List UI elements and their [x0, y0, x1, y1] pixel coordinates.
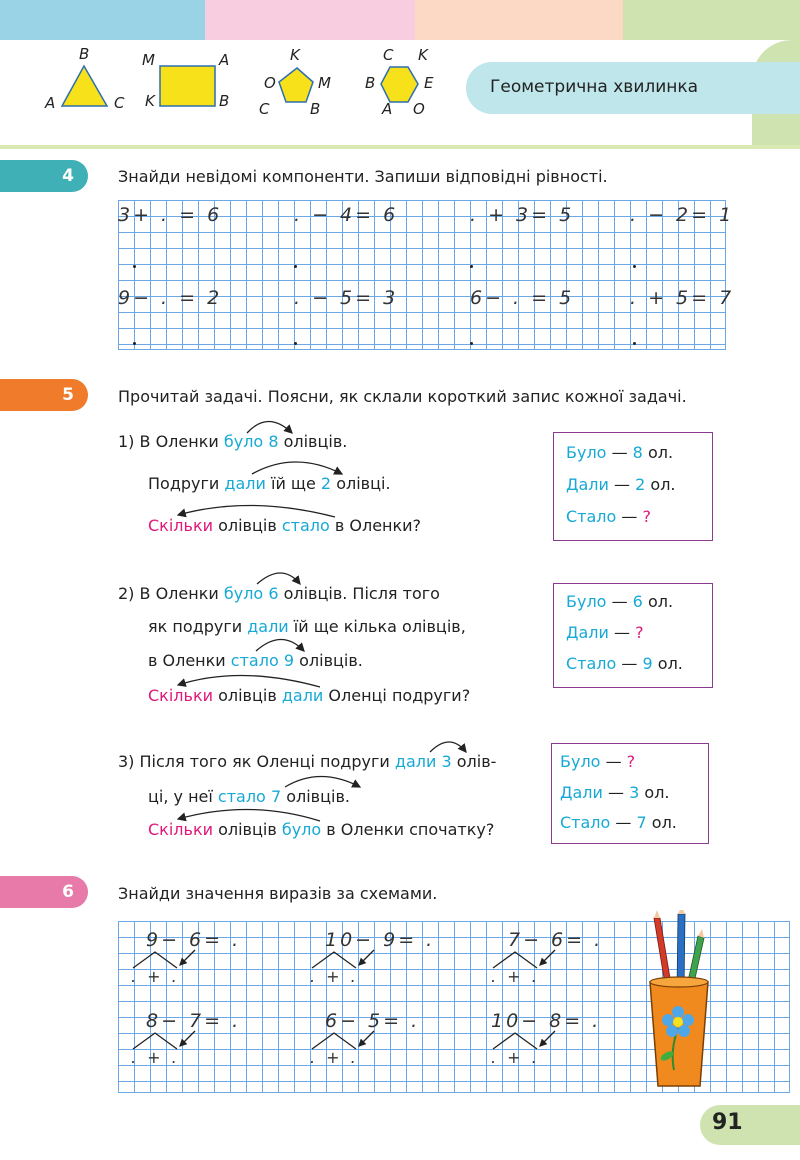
- task6-scheme-1: . + .: [131, 967, 180, 986]
- record-row: Було — 6 ол.: [566, 592, 674, 611]
- problem3-line1: 3) Після того як Оленці подруги дали 3 олів-: [118, 752, 497, 771]
- section-title: Геометрична хвилинка: [490, 77, 699, 97]
- record-row: Дали — 2 ол.: [566, 475, 676, 494]
- hexagon-label-c: C: [383, 46, 394, 64]
- task4-eq-3: . + 3= 5: [470, 204, 575, 226]
- problem3-line3: Скільки олівців було в Оленки спочатку?: [148, 820, 495, 839]
- scheme-branch: [359, 950, 374, 965]
- problem2-line1: 2) В Оленки було 6 олівців. Після того: [118, 584, 440, 603]
- hexagon-label-a: A: [382, 100, 393, 118]
- scheme-branch: [540, 950, 555, 965]
- pentagon-label-m: M: [318, 74, 331, 92]
- task4-eq-7: 6− . = 5: [470, 287, 575, 309]
- cup-rim: [650, 977, 708, 987]
- page-number: 91: [712, 1110, 743, 1135]
- problem2-line4: Скільки олівців дали Оленці подруги?: [148, 686, 471, 705]
- triangle-label-c: C: [114, 94, 125, 112]
- problem2-line3: в Оленки стало 9 олівців.: [148, 651, 363, 670]
- scheme-branch: [133, 952, 177, 968]
- task5-instruction: Прочитай задачі. Поясни, як склали короткий запис кожної задачі.: [118, 387, 687, 406]
- problem1-line3: Скільки олівців стало в Оленки?: [148, 516, 422, 535]
- scheme-branch: [493, 952, 537, 968]
- task4-instruction: Знайди невідомі компоненти. Запиши відповідні рівності.: [118, 167, 608, 186]
- record-row: Було — ?: [560, 752, 636, 771]
- scheme-branch: [312, 952, 356, 968]
- task6-scheme-6: . + .: [491, 1048, 540, 1067]
- scheme-branch: [540, 1031, 555, 1046]
- hexagon-label-k: K: [418, 46, 428, 64]
- task4-eq-4: . − 2= 1: [630, 204, 735, 226]
- pentagon-label-b: B: [310, 100, 321, 118]
- record-row: Дали — 3 ол.: [560, 783, 670, 802]
- task6-badge: 6: [0, 876, 88, 908]
- rect-label-b: B: [219, 92, 230, 110]
- scheme-branch: [493, 1033, 537, 1049]
- rect-label-k: K: [145, 92, 155, 110]
- problem-number: 1): [118, 432, 135, 451]
- pentagon-label-c: C: [259, 100, 270, 118]
- rect-label-m: M: [142, 51, 155, 69]
- scheme-branch: [180, 1031, 195, 1046]
- problem-number: 3): [118, 752, 135, 771]
- hexagon-label-o: O: [413, 100, 425, 118]
- task6-expr-4: 8− 7= .: [146, 1010, 242, 1032]
- rect-label-a: A: [219, 51, 230, 69]
- problem-number: 2): [118, 584, 135, 603]
- hexagon-label-e: E: [424, 74, 434, 92]
- problem3-line2: ці, у неї стало 7 олівців.: [148, 787, 350, 806]
- record-row: Дали — ?: [566, 623, 644, 642]
- pentagon-label-o: O: [264, 74, 276, 92]
- record-row: Стало — 9 ол.: [566, 654, 683, 673]
- hexagon-label-b: B: [365, 74, 376, 92]
- triangle-label-a: A: [45, 94, 56, 112]
- scheme-branch: [312, 1033, 356, 1049]
- task5-badge: 5: [0, 379, 88, 411]
- task4-eq-8: . + 5= 7: [630, 287, 735, 309]
- task6-scheme-2: . + .: [310, 967, 359, 986]
- problem1-line2: Подруги дали їй ще 2 олівці.: [148, 474, 391, 493]
- record-row: Стало — 7 ол.: [560, 813, 677, 832]
- task4-eq-5: 9− . = 2: [118, 287, 223, 309]
- pentagon-label-k: K: [290, 46, 300, 64]
- problem2-line2: як подруги дали їй ще кілька олівців,: [148, 617, 466, 636]
- task6-scheme-4: . + .: [131, 1048, 180, 1067]
- task4-eq-6: . − 5= 3: [294, 287, 399, 309]
- scheme-branch: [180, 950, 195, 965]
- task4-eq-2: . − 4= 6: [294, 204, 399, 226]
- triangle-label-b: B: [79, 45, 90, 63]
- record-row: Було — 8 ол.: [566, 443, 674, 462]
- task6-expr-1: 9− 6= .: [146, 929, 242, 951]
- problem1-line1: 1) В Оленки було 8 олівців.: [118, 432, 348, 451]
- pencil-cup-illustration: [640, 910, 720, 1090]
- task6-expr-5: 6− 5= .: [325, 1010, 421, 1032]
- record-row: Стало — ?: [566, 507, 651, 526]
- task6-scheme-3: . + .: [491, 967, 540, 986]
- scheme-branch: [359, 1031, 374, 1046]
- scheme-branch: [133, 1033, 177, 1049]
- task6-expr-6: 10− 8= .: [491, 1010, 602, 1032]
- task4-eq-1: 3+ . = 6: [118, 204, 223, 226]
- task6-expr-2: 10− 9= .: [325, 929, 436, 951]
- task4-badge: 4: [0, 160, 88, 192]
- task6-expr-3: 7− 6= .: [508, 929, 604, 951]
- task6-instruction: Знайди значення виразів за схемами.: [118, 884, 438, 903]
- task6-scheme-5: . + .: [310, 1048, 359, 1067]
